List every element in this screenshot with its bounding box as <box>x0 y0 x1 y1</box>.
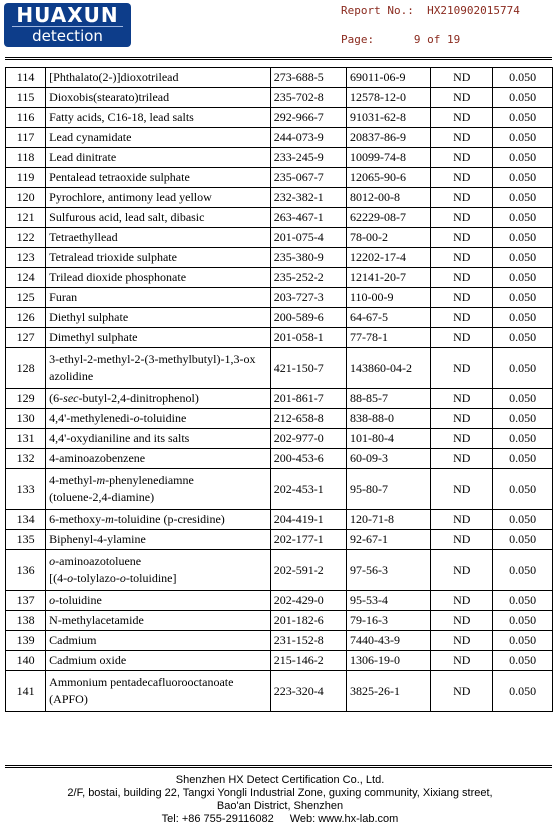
cas-number: 120-71-8 <box>346 510 430 530</box>
logo-subtitle: detection <box>12 26 123 45</box>
ec-number: 203-727-3 <box>270 288 346 308</box>
result-value: ND <box>431 148 493 168</box>
footer-company: Shenzhen HX Detect Certification Co., Ltd. <box>175 774 385 786</box>
result-value: ND <box>431 188 493 208</box>
limit-value: 0.050 <box>493 228 553 248</box>
limit-value: 0.050 <box>493 530 553 550</box>
substance-name-text: N-methylacetamide <box>49 613 144 627</box>
name-part: -toluidine <box>139 411 187 425</box>
result-value: ND <box>431 449 493 469</box>
table-row <box>6 671 553 712</box>
ec-number: 421-150-7 <box>270 348 346 389</box>
result-value: ND <box>431 510 493 530</box>
result-value: ND <box>431 208 493 228</box>
substance-name-text: Dimethyl sulphate <box>49 330 138 344</box>
cas-number: 12202-17-4 <box>346 248 430 268</box>
name-italic: o <box>49 554 56 568</box>
limit-value: 0.050 <box>493 188 553 208</box>
row-number: 139 <box>6 631 46 651</box>
substance-name <box>46 68 271 88</box>
name-part: -aminoazotoluene <box>55 554 142 568</box>
result-value: ND <box>431 671 493 712</box>
substance-name <box>46 208 271 228</box>
cas-number: 95-53-4 <box>346 591 430 611</box>
cas-number: 88-85-7 <box>346 389 430 409</box>
limit-value: 0.050 <box>493 348 553 389</box>
result-value: ND <box>431 469 493 510</box>
cas-number: 62229-08-7 <box>346 208 430 228</box>
result-value: ND <box>431 591 493 611</box>
result-value: ND <box>431 530 493 550</box>
name-part: -toluidine] <box>125 571 177 585</box>
table-row <box>6 148 553 168</box>
table-row <box>6 631 553 651</box>
limit-value: 0.050 <box>493 429 553 449</box>
result-value: ND <box>431 550 493 591</box>
cas-number: 12065-90-6 <box>346 168 430 188</box>
substance-name-text: Furan <box>49 290 78 304</box>
row-number: 124 <box>6 268 46 288</box>
result-value: ND <box>431 631 493 651</box>
result-value: ND <box>431 429 493 449</box>
substance-name <box>46 449 271 469</box>
substance-name-text: Sulfurous acid, lead salt, dibasic <box>49 210 205 224</box>
table-row <box>6 128 553 148</box>
ec-number: 202-429-0 <box>270 591 346 611</box>
limit-value: 0.050 <box>493 469 553 510</box>
table-row <box>6 108 553 128</box>
substance-name <box>46 348 271 389</box>
row-number: 122 <box>6 228 46 248</box>
footer-contact <box>0 812 560 827</box>
row-number: 141 <box>6 671 46 712</box>
table-row <box>6 651 553 671</box>
substance-name-text: Lead dinitrate <box>49 150 117 164</box>
substance-name <box>46 288 271 308</box>
substance-name <box>46 611 271 631</box>
substance-name-line: azolidine <box>49 369 94 383</box>
name-part: (toluene-2,4-diamine) <box>49 490 155 504</box>
ec-number: 200-589-6 <box>270 308 346 328</box>
substance-name-line: 3-ethyl-2-methyl-2-(3-methylbutyl)-1,3-ox <box>49 352 256 366</box>
limit-value: 0.050 <box>493 268 553 288</box>
limit-value: 0.050 <box>493 88 553 108</box>
row-number: 125 <box>6 288 46 308</box>
limit-value: 0.050 <box>493 631 553 651</box>
limit-value: 0.050 <box>493 671 553 712</box>
row-number: 136 <box>6 550 46 591</box>
cas-number: 92-67-1 <box>346 530 430 550</box>
result-value: ND <box>431 268 493 288</box>
result-value: ND <box>431 88 493 108</box>
ec-number: 202-453-1 <box>270 469 346 510</box>
name-part: -phenylenediamne <box>105 473 194 487</box>
footer-divider <box>5 765 552 768</box>
row-number: 116 <box>6 108 46 128</box>
cas-number: 78-00-2 <box>346 228 430 248</box>
limit-value: 0.050 <box>493 611 553 631</box>
name-part: 6-methoxy- <box>49 512 106 526</box>
name-part: 4-methyl- <box>49 473 97 487</box>
ec-number: 215-146-2 <box>270 651 346 671</box>
logo-brand: HUAXUN <box>16 3 119 27</box>
substance-name <box>46 530 271 550</box>
limit-value: 0.050 <box>493 389 553 409</box>
substance-name <box>46 88 271 108</box>
report-label: Report No.: <box>341 4 414 17</box>
row-number: 120 <box>6 188 46 208</box>
table-row <box>6 88 553 108</box>
ec-number: 292-966-7 <box>270 108 346 128</box>
substance-name <box>46 248 271 268</box>
limit-value: 0.050 <box>493 651 553 671</box>
table-row <box>6 68 553 88</box>
table-row <box>6 611 553 631</box>
cas-number: 12141-20-7 <box>346 268 430 288</box>
table-row <box>6 348 553 389</box>
cas-number: 110-00-9 <box>346 288 430 308</box>
substance-name-text: Tetraethyllead <box>49 230 118 244</box>
substance-name <box>46 409 271 429</box>
name-part: -butyl-2,4-dinitrophenol) <box>78 391 199 405</box>
table-row <box>6 409 553 429</box>
result-value: ND <box>431 108 493 128</box>
row-number: 138 <box>6 611 46 631</box>
substance-name <box>46 651 271 671</box>
limit-value: 0.050 <box>493 68 553 88</box>
row-number: 130 <box>6 409 46 429</box>
substance-name-text: Cadmium oxide <box>49 653 127 667</box>
header-divider <box>5 57 552 60</box>
substance-name-text: Tetralead trioxide sulphate <box>49 250 177 264</box>
cas-number: 3825-26-1 <box>346 671 430 712</box>
cas-number: 69011-06-9 <box>346 68 430 88</box>
substance-name <box>46 188 271 208</box>
cas-number: 1306-19-0 <box>346 651 430 671</box>
substance-name <box>46 328 271 348</box>
table-row <box>6 168 553 188</box>
substance-name <box>46 631 271 651</box>
substance-name-text: Lead cynamidate <box>49 130 132 144</box>
ec-number: 235-380-9 <box>270 248 346 268</box>
ec-number: 223-320-4 <box>270 671 346 712</box>
limit-value: 0.050 <box>493 550 553 591</box>
table-row <box>6 228 553 248</box>
substance-name <box>46 168 271 188</box>
cas-number: 20837-86-9 <box>346 128 430 148</box>
row-number: 134 <box>6 510 46 530</box>
substance-name-text: Pyrochlore, antimony lead yellow <box>49 190 212 204</box>
substance-name-text: Cadmium <box>49 633 97 647</box>
ec-number: 233-245-9 <box>270 148 346 168</box>
result-value: ND <box>431 409 493 429</box>
substance-name <box>46 510 271 530</box>
ec-number: 201-058-1 <box>270 328 346 348</box>
table-row <box>6 510 553 530</box>
footer-tel: Tel: +86 755-29116082 <box>161 813 274 825</box>
ec-number: 232-382-1 <box>270 188 346 208</box>
row-number: 121 <box>6 208 46 228</box>
name-part: -toluidine <box>55 593 102 607</box>
row-number: 128 <box>6 348 46 389</box>
substance-name <box>46 148 271 168</box>
substance-name <box>46 671 271 712</box>
ec-number: 200-453-6 <box>270 449 346 469</box>
report-number-line <box>341 4 520 17</box>
row-number: 132 <box>6 449 46 469</box>
substance-name-text: Trilead dioxide phosphonate <box>49 270 187 284</box>
limit-value: 0.050 <box>493 148 553 168</box>
limit-value: 0.050 <box>493 208 553 228</box>
name-part: (6- <box>49 391 64 405</box>
row-number: 114 <box>6 68 46 88</box>
substance-name-text: Diethyl sulphate <box>49 310 129 324</box>
cas-number: 10099-74-8 <box>346 148 430 168</box>
substance-name <box>46 268 271 288</box>
cas-number: 64-67-5 <box>346 308 430 328</box>
cas-number: 60-09-3 <box>346 449 430 469</box>
limit-value: 0.050 <box>493 168 553 188</box>
ec-number: 212-658-8 <box>270 409 346 429</box>
table-row <box>6 389 553 409</box>
table-row <box>6 449 553 469</box>
name-italic: o <box>133 411 140 425</box>
table-row <box>6 268 553 288</box>
row-number: 127 <box>6 328 46 348</box>
cas-number: 97-56-3 <box>346 550 430 591</box>
cas-number: 838-88-0 <box>346 409 430 429</box>
result-value: ND <box>431 611 493 631</box>
table-row <box>6 288 553 308</box>
result-value: ND <box>431 128 493 148</box>
limit-value: 0.050 <box>493 328 553 348</box>
cas-number: 8012-00-8 <box>346 188 430 208</box>
table-row <box>6 328 553 348</box>
ec-number: 201-861-7 <box>270 389 346 409</box>
limit-value: 0.050 <box>493 128 553 148</box>
substance-name-text: Pentalead tetraoxide sulphate <box>49 170 190 184</box>
page-label: Page: <box>341 33 375 46</box>
ec-number: 201-075-4 <box>270 228 346 248</box>
substance-name-text: Fatty acids, C16-18, lead salts <box>49 110 194 124</box>
svhc-results-table <box>5 67 553 712</box>
limit-value: 0.050 <box>493 288 553 308</box>
name-italic: m <box>105 512 114 526</box>
ec-number: 202-177-1 <box>270 530 346 550</box>
result-value: ND <box>431 288 493 308</box>
ec-number: 201-182-6 <box>270 611 346 631</box>
name-italic: o <box>67 571 74 585</box>
table-row <box>6 591 553 611</box>
row-number: 126 <box>6 308 46 328</box>
substance-name-text: [Phthalato(2-)]dioxotrilead <box>49 70 179 84</box>
table-row <box>6 429 553 449</box>
name-part: -tolylazo- <box>73 571 120 585</box>
substance-name <box>46 469 271 510</box>
row-number: 135 <box>6 530 46 550</box>
footer-address-line-2: Bao'an District, Shenzhen <box>216 800 344 812</box>
substance-name <box>46 389 271 409</box>
row-number: 123 <box>6 248 46 268</box>
result-value: ND <box>431 389 493 409</box>
ec-number: 244-073-9 <box>270 128 346 148</box>
ec-number: 263-467-1 <box>270 208 346 228</box>
cas-number: 77-78-1 <box>346 328 430 348</box>
cas-number: 91031-62-8 <box>346 108 430 128</box>
name-italic: o <box>119 571 126 585</box>
table-row <box>6 308 553 328</box>
substance-name <box>46 128 271 148</box>
substance-name-text: 4-aminoazobenzene <box>49 451 146 465</box>
result-value: ND <box>431 328 493 348</box>
substance-name <box>46 108 271 128</box>
page-number-line <box>341 33 460 46</box>
substance-name-text: Biphenyl-4-ylamine <box>49 532 146 546</box>
name-part: [(4- <box>49 571 68 585</box>
table-row <box>6 248 553 268</box>
ec-number: 235-252-2 <box>270 268 346 288</box>
row-number: 119 <box>6 168 46 188</box>
row-number: 131 <box>6 429 46 449</box>
result-value: ND <box>431 168 493 188</box>
footer-web: Web: www.hx-lab.com <box>289 813 399 825</box>
report-number: HX210902015774 <box>427 4 520 17</box>
ec-number: 231-152-8 <box>270 631 346 651</box>
substance-name-line: (APFO) <box>49 692 88 706</box>
ec-number: 235-702-8 <box>270 88 346 108</box>
substance-name <box>46 429 271 449</box>
row-number: 129 <box>6 389 46 409</box>
cas-number: 12578-12-0 <box>346 88 430 108</box>
ec-number: 273-688-5 <box>270 68 346 88</box>
name-italic: sec <box>63 391 79 405</box>
result-value: ND <box>431 308 493 328</box>
row-number: 117 <box>6 128 46 148</box>
name-italic: m <box>96 473 106 487</box>
name-part: -toluidine (p-cresidine) <box>113 512 225 526</box>
name-part: 4,4'-methylenedi- <box>49 411 134 425</box>
substance-name-line: Ammonium pentadecafluorooctanoate <box>49 675 234 689</box>
row-number: 133 <box>6 469 46 510</box>
row-number: 115 <box>6 88 46 108</box>
limit-value: 0.050 <box>493 591 553 611</box>
table-row <box>6 188 553 208</box>
cas-number: 143860-04-2 <box>346 348 430 389</box>
result-value: ND <box>431 651 493 671</box>
ec-number: 235-067-7 <box>270 168 346 188</box>
substance-name-text: 4,4'-oxydianiline and its salts <box>49 431 190 445</box>
ec-number: 202-591-2 <box>270 550 346 591</box>
table-row <box>6 530 553 550</box>
cas-number: 95-80-7 <box>346 469 430 510</box>
row-number: 140 <box>6 651 46 671</box>
ec-number: 202-977-0 <box>270 429 346 449</box>
result-value: ND <box>431 68 493 88</box>
row-number: 137 <box>6 591 46 611</box>
table-row <box>6 550 553 591</box>
table-row <box>6 469 553 510</box>
name-italic: o <box>49 593 56 607</box>
substance-name <box>46 591 271 611</box>
result-value: ND <box>431 248 493 268</box>
page-number: 9 of 19 <box>413 33 461 46</box>
ec-number: 204-419-1 <box>270 510 346 530</box>
row-number: 118 <box>6 148 46 168</box>
result-value: ND <box>431 228 493 248</box>
result-value: ND <box>431 348 493 389</box>
cas-number: 101-80-4 <box>346 429 430 449</box>
limit-value: 0.050 <box>493 409 553 429</box>
substance-name <box>46 550 271 591</box>
cas-number: 7440-43-9 <box>346 631 430 651</box>
company-logo <box>4 3 131 47</box>
limit-value: 0.050 <box>493 108 553 128</box>
substance-name-text: Dioxobis(stearato)trilead <box>49 90 170 104</box>
footer-address-line-1: 2/F, bostai, building 22, Tangxi Yongli Industrial Zone, guxing community, Xixiang street, <box>67 787 493 799</box>
limit-value: 0.050 <box>493 248 553 268</box>
table-row <box>6 208 553 228</box>
substance-name <box>46 308 271 328</box>
cas-number: 79-16-3 <box>346 611 430 631</box>
limit-value: 0.050 <box>493 510 553 530</box>
limit-value: 0.050 <box>493 449 553 469</box>
results-table-body <box>6 68 553 712</box>
limit-value: 0.050 <box>493 308 553 328</box>
substance-name <box>46 228 271 248</box>
